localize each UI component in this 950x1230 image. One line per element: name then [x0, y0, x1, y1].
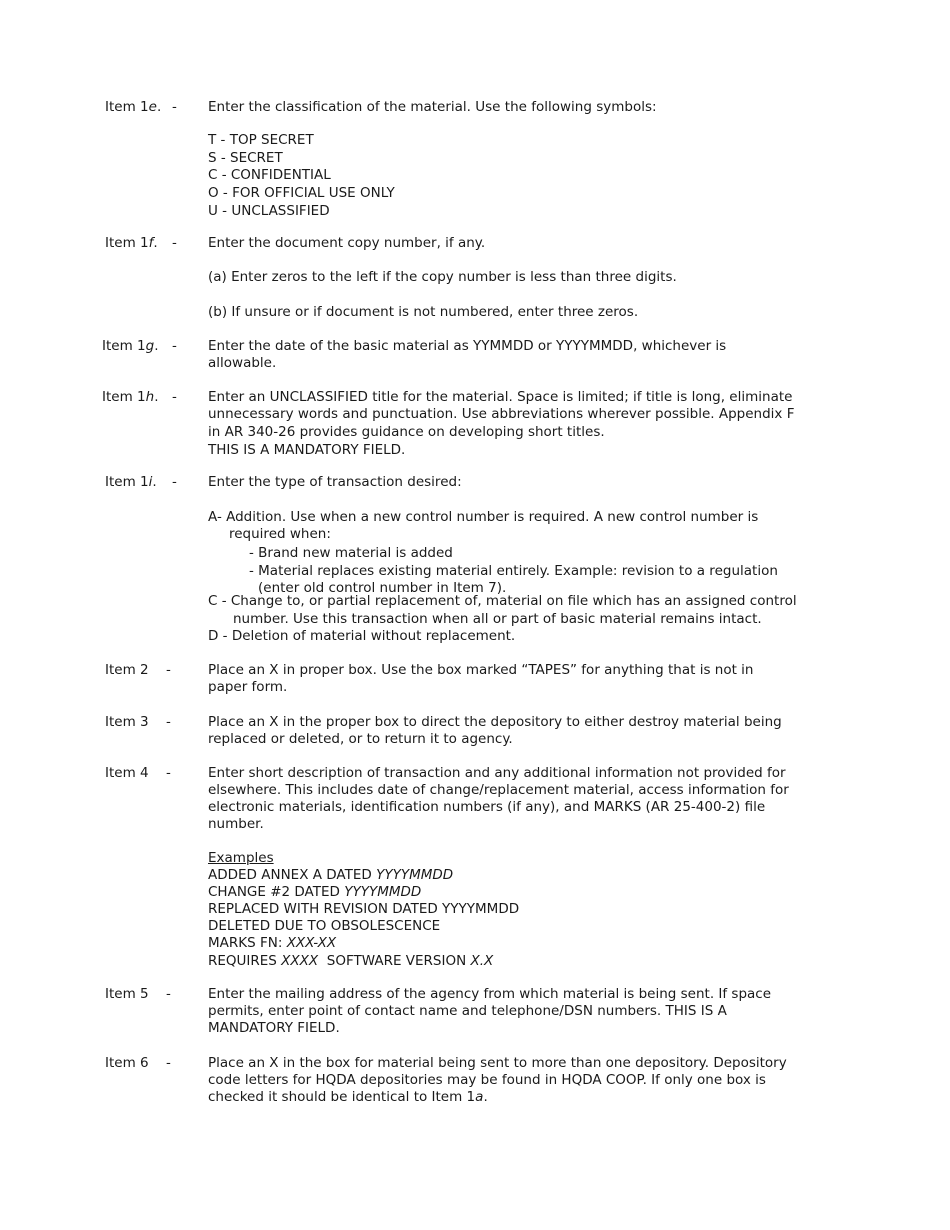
item-1h-mandatory: THIS IS A MANDATORY FIELD. — [208, 442, 406, 458]
symbol-unclassified: U - UNCLASSIFIED — [208, 203, 330, 219]
item-1g-dash: - — [172, 338, 177, 354]
item-1h-text-line: Enter an UNCLASSIFIED title for the material. Space is limited; if title is long, eliminate — [208, 389, 793, 405]
item-3-text-line: replaced or deleted, or to return it to agency. — [208, 731, 513, 747]
item-1f-dash: - — [172, 235, 177, 251]
example-change: CHANGE #2 DATED YYYYMMDD — [208, 884, 422, 900]
item-2-label: Item 2 — [105, 662, 149, 678]
transaction-addition: A- Addition. Use when a new control number is required. A new control number is — [208, 509, 759, 525]
symbol-secret: S - SECRET — [208, 150, 283, 166]
item-1i-label: Item 1i. — [105, 474, 157, 490]
transaction-change-cont: number. Use this transaction when all or part of basic material remains intact. — [233, 611, 762, 627]
item-4-text-line: Enter short description of transaction and any additional information not provided for — [208, 765, 786, 781]
item-4-label: Item 4 — [105, 765, 149, 781]
item-1e-label: Item 1e. — [105, 99, 162, 115]
item-4-text-line: electronic materials, identification numbers (if any), and MARKS (AR 25-400-2) file — [208, 799, 766, 815]
item-5-mandatory: MANDATORY FIELD. — [208, 1020, 340, 1036]
item-4-dash: - — [166, 765, 171, 781]
transaction-addition-cont: required when: — [229, 526, 331, 542]
item-1g-label: Item 1g. — [102, 338, 159, 354]
item-1f-note-a: (a) Enter zeros to the left if the copy number is less than three digits. — [208, 269, 677, 285]
item-1h-text-line: unnecessary words and punctuation. Use abbreviations wherever possible. Appendix F — [208, 406, 795, 422]
item-5-text-line: Enter the mailing address of the agency from which material is being sent. If space — [208, 986, 772, 1002]
item-3-label: Item 3 — [105, 714, 149, 730]
item-1h-text-line: in AR 340-26 provides guidance on developing short titles. — [208, 424, 605, 440]
item-1e-dash: - — [172, 99, 177, 115]
item-1e-text: Enter the classification of the material. Use the following symbols: — [208, 99, 657, 115]
item-5-label: Item 5 — [105, 986, 149, 1002]
item-1g-text-line: Enter the date of the basic material as YYMMDD or YYYYMMDD, whichever is — [208, 338, 727, 354]
transaction-deletion: D - Deletion of material without replacement. — [208, 628, 516, 644]
example-added-annex: ADDED ANNEX A DATED YYYYMMDD — [208, 867, 454, 883]
item-1f-note-b: (b) If unsure or if document is not numbered, enter three zeros. — [208, 304, 639, 320]
item-1i-text: Enter the type of transaction desired: — [208, 474, 462, 490]
example-replaced: REPLACED WITH REVISION DATED YYYYMMDD — [208, 901, 520, 917]
item-1g-text-line: allowable. — [208, 355, 277, 371]
item-5-dash: - — [166, 986, 171, 1002]
item-1f-label: Item 1f. — [105, 235, 158, 251]
item-4-text-line: elsewhere. This includes date of change/replacement material, access information for — [208, 782, 789, 798]
item-1h-label: Item 1h. — [102, 389, 159, 405]
addition-case-new: - Brand new material is added — [249, 545, 453, 561]
example-requires: REQUIRES XXXX SOFTWARE VERSION X.X — [208, 953, 494, 969]
item-6-label: Item 6 — [105, 1055, 149, 1071]
item-6-text-line: code letters for HQDA depositories may be found in HQDA COOP. If only one box is — [208, 1072, 766, 1088]
item-1i-dash: - — [172, 474, 177, 490]
addition-case-replace: - Material replaces existing material entirely. Example: revision to a regulation — [249, 563, 778, 579]
item-6-text-last: checked it should be identical to Item 1a. — [208, 1089, 488, 1105]
symbol-top-secret: T - TOP SECRET — [208, 132, 314, 148]
symbol-confidential: C - CONFIDENTIAL — [208, 167, 331, 183]
example-marks: MARKS FN: XXX-XX — [208, 935, 337, 951]
item-2-dash: - — [166, 662, 171, 678]
item-3-dash: - — [166, 714, 171, 730]
item-3-text-line: Place an X in the proper box to direct the depository to either destroy material being — [208, 714, 782, 730]
item-6-dash: - — [166, 1055, 171, 1071]
item-2-text-line: Place an X in proper box. Use the box marked “TAPES” for anything that is not in — [208, 662, 754, 678]
item-5-text-line: permits, enter point of contact name and telephone/DSN numbers. THIS IS A — [208, 1003, 727, 1019]
item-2-text-line: paper form. — [208, 679, 288, 695]
item-6-text-line: Place an X in the box for material being sent to more than one depository. Depository — [208, 1055, 787, 1071]
examples-heading: Examples — [208, 850, 274, 866]
addition-case-replace-cont: (enter old control number in Item 7). — [258, 580, 507, 596]
symbol-fouo: O - FOR OFFICIAL USE ONLY — [208, 185, 395, 201]
example-deleted: DELETED DUE TO OBSOLESCENCE — [208, 918, 441, 934]
item-1h-dash: - — [172, 389, 177, 405]
transaction-change: C - Change to, or partial replacement of, material on file which has an assigned control — [208, 593, 797, 609]
item-1f-text: Enter the document copy number, if any. — [208, 235, 486, 251]
item-4-text-line: number. — [208, 816, 264, 832]
